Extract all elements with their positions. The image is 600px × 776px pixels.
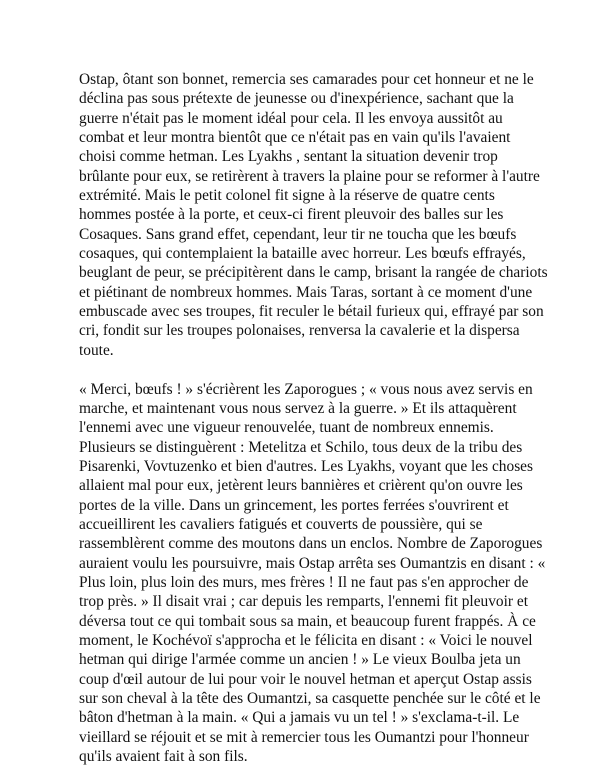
text-line: déclina pas sous prétexte de jeunesse ou d'inexpérience, sachant que la (79, 90, 514, 108)
text-line: Plus loin, plus loin des murs, mes frères ! Il ne faut pas s'en approcher de (79, 573, 529, 591)
document-page (79, 70, 548, 766)
paragraph-1 (79, 70, 548, 360)
text-line: extrémité. Mais le petit colonel fit signe à la réserve de quatre cents (79, 187, 495, 205)
text-line: accueillirent les cavaliers fatigués et couverts de poussière, qui se (79, 515, 483, 533)
text-line: coup d'œil autour de lui pour voir le nouvel hetman et aperçut Ostap assis (79, 670, 532, 688)
text-line: « Merci, bœufs ! » s'écrièrent les Zaporogues ; « vous nous avez servis en (79, 380, 533, 398)
text-line: guerre n'était pas le moment idéal pour cela. Il les envoya aussitôt au (79, 109, 503, 127)
text-line: hommes postée à la porte, et ceux-ci firent pleuvoir des balles sur les (79, 206, 504, 224)
text-line: auraient voulu les poursuivre, mais Ostap arrêta ses Oumantzis en disant : « (79, 554, 546, 572)
text-line: Cosaques. Sans grand effet, cependant, leur tir ne toucha que les bœufs (79, 225, 517, 243)
text-line: et piétinant de nombreux hommes. Mais Taras, sortant à ce moment d'une (79, 283, 533, 301)
text-line: allaient mal pour eux, jetèrent leurs bannières et crièrent qu'on ouvre les (79, 477, 523, 495)
text-line: cri, fondit sur les troupes polonaises, renversa la cavalerie et la dispersa (79, 322, 520, 340)
text-line: embuscade avec ses troupes, fit reculer le bétail furieux qui, effrayé par son (79, 303, 544, 321)
text-line: qu'ils avaient fait à son fils. (79, 748, 248, 766)
text-line: cosaques, qui contemplaient la bataille avec horreur. Les bœufs effrayés, (79, 245, 526, 263)
text-line: sur son cheval à la tête des Oumantzi, sa casquette penchée sur le côté et le (79, 690, 541, 707)
text-line: combat et leur montra bientôt que ce n'était pas en vain qu'ils l'avaient (79, 129, 511, 147)
text-line: beuglant de peur, se précipitèrent dans le camp, brisant la rangée de chariots (79, 264, 548, 282)
text-line: l'ennemi avec une vigueur renouvelée, tuant de nombreux ennemis. (79, 419, 494, 437)
text-line: choisi comme hetman. Les Lyakhs , sentant la situation devenir trop (79, 148, 498, 166)
text-line: bâton d'hetman à la main. « Qui a jamais vu un tel ! » s'exclama-t-il. Le (79, 709, 520, 727)
text-line: brûlante pour eux, se retirèrent à travers la plaine pour se reformer à l'autre (79, 167, 540, 185)
text-line: portes de la ville. Dans un grincement, les portes ferrées s'ouvrirent et (79, 496, 509, 514)
text-line: Pisarenki, Vovtuzenko et bien d'autres. Les Lyakhs, voyant que les choses (79, 457, 533, 475)
text-line: marche, et maintenant vous nous servez à la guerre. » Et ils attaquèrent (79, 399, 517, 417)
paragraph-2 (79, 380, 546, 767)
text-line: Ostap, ôtant son bonnet, remercia ses camarades pour cet honneur et ne le (79, 71, 534, 88)
text-line: trop près. » Il disait vrai ; car depuis les remparts, l'ennemi fit pleuvoir et (79, 593, 528, 611)
text-line: toute. (79, 341, 114, 359)
text-line: vieillard se réjouit et se mit à remercier tous les Oumantzi pour l'honneur (79, 728, 529, 746)
text-line: moment, le Kochévoï s'approcha et le félicita en disant : « Voici le nouvel (79, 631, 533, 649)
text-line: rassemblèrent comme des moutons dans un enclos. Nombre de Zaporogues (79, 535, 543, 553)
text-line: hetman qui dirige l'armée comme un ancien ! » Le vieux Boulba jeta un (79, 651, 521, 669)
text-line: déversa tout ce qui tombait sous sa main, et beaucoup furent frappés. À ce (79, 612, 536, 630)
text-line: Plusieurs se distinguèrent : Metelitza et Schilo, tous deux de la tribu des (79, 438, 523, 456)
